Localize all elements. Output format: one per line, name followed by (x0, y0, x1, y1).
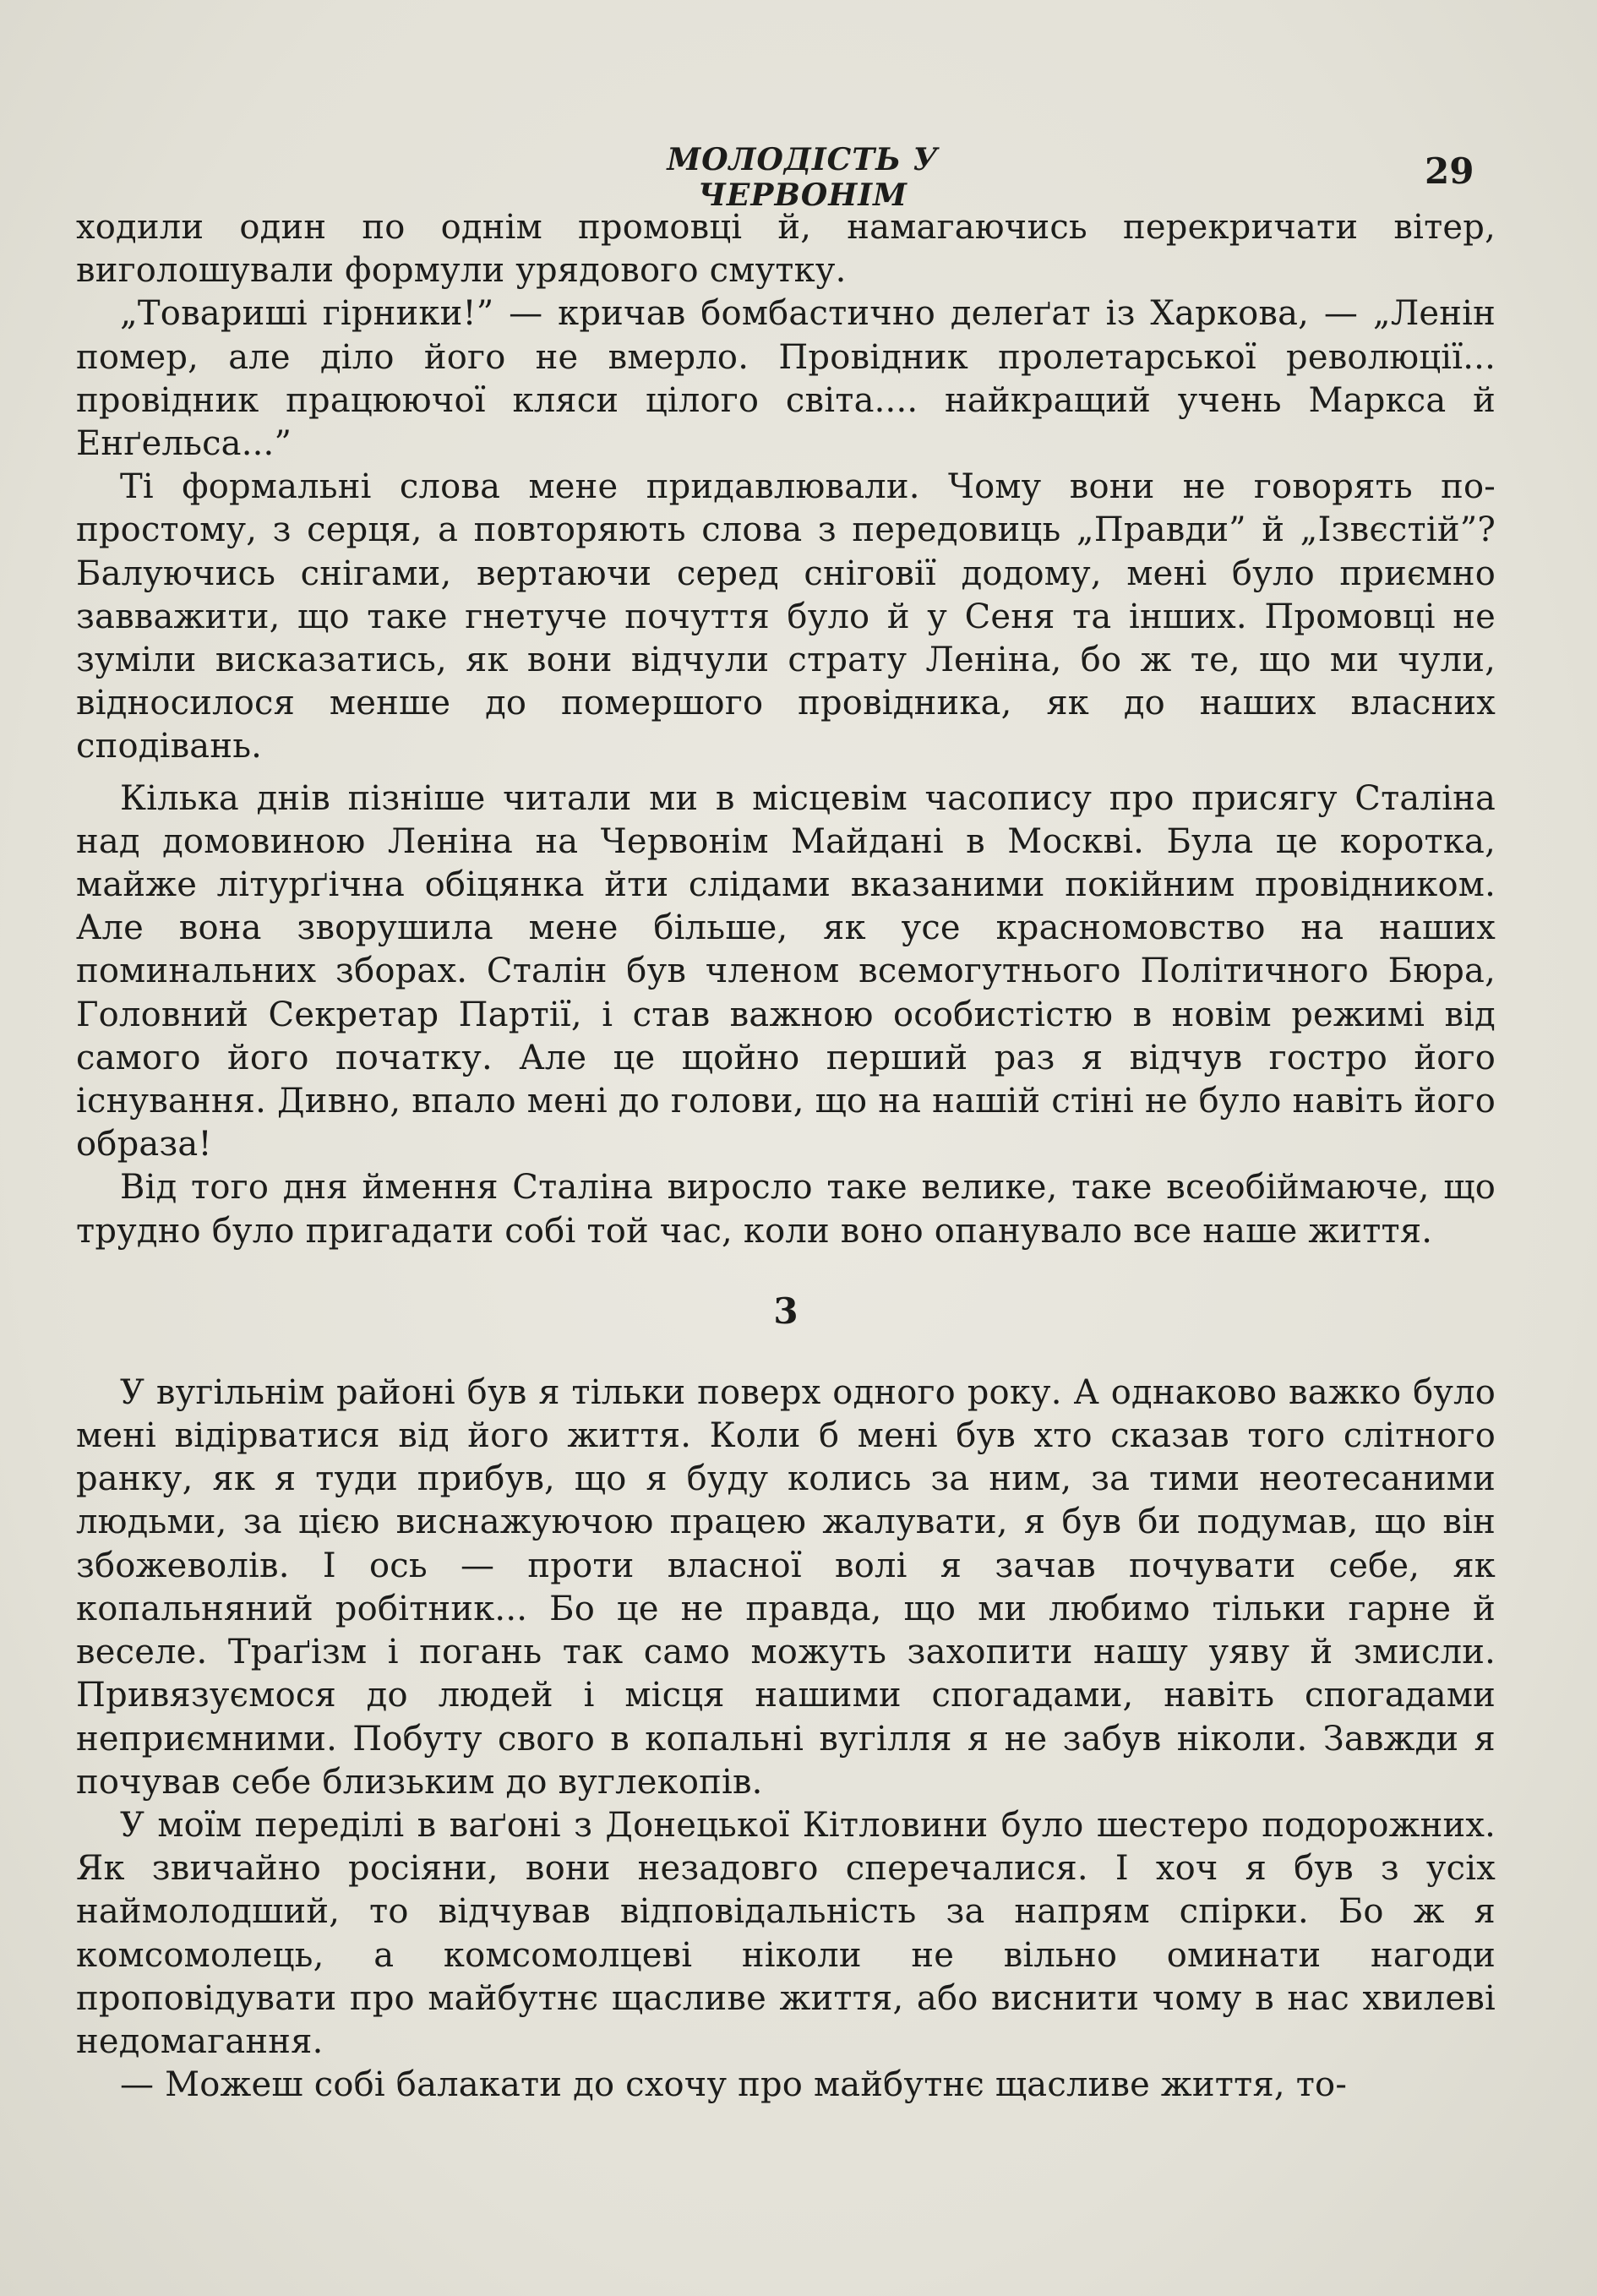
paragraph: У моїм переділі в ваґоні з Донецької Кітловини було шестеро подорожних. Як звичайно росіяни, вони незадовго сперечалися. І хоч я був з усіх наймолодший, то відчував відповідальність за напрям спірки. Бо ж я комсомолець, а комсомолцеві ніколи не вільно оминати нагоди проповідувати про майбутнє щасливе життя, або виснити чому в нас хвилеві недомагання. (76, 1805, 1496, 2061)
paragraph: Ті формальні слова мене придавлювали. Чому вони не говорять по-простому, з серця, а повторяють слова з передовиць „Правди” й „Ізвєстій”? Балуючись снігами, вертаючи серед сніговії додому, мені було приємно завважити, що таке гнетуче почуття було й у Сеня та інших. Промовці не зуміли висказатись, як вони відчули страту Леніна, бо ж те, що ми чули, відносилося менше до помершого провідника, як до наших власних сподівань. (76, 467, 1496, 766)
paragraph: У вугільнім районі був я тільки поверх одного року. А однаково важко було мені відірватися від його життя. Коли б мені був хто сказав того слітного ранку, як я туди прибув, що я буду колись за ним, за тими неотесаними людьми, за цією виснажуючою працею жалувати, я був би подумав, що він збожеволів. І ось — проти власної волі я зачав почувати себе, як копальняний робітник... Бо це не правда, що ми любимо тільки гарне й веселе. Траґізм і погань так само можуть захопити нашу уяву й змисли. Привязуємося до людей і місця нашими спогадами, навіть спогадами неприємними. Побуту свого в копальні вугілля я не забув ніколи. Завжди я почував себе близьким до вуглекопів. (76, 1372, 1496, 1802)
page-number: 29 (1425, 150, 1474, 192)
running-title: МОЛОДІСТЬ У ЧЕРВОНІМ (667, 142, 939, 213)
paragraph: Кілька днів пізніше читали ми в місцевім часопису про присягу Сталіна над домовиною Леніна на Червонім Майдані в Москві. Була це коротка, майже літурґічна обіцянка йти слідами вказаними покійним провідником. Але вона зворушила мене більше, як усе красномовство на наших поминальних зборах. Сталін був членом всемогутнього Політичного Бюра, Головний Секретар Партії, і став важною особистістю в новім режимі від самого його початку. Але це щойно перший раз я відчув гостро його існування. Дивно, впало мені до голови, що на нашій стіні не було навіть його образа! (76, 778, 1496, 1164)
section-number: 3 (773, 1290, 798, 1332)
paragraph-dialogue: — Можеш собі балакати до схочу про майбутнє щасливе життя, то- (120, 2065, 1348, 2105)
paragraph: Від того дня ймення Сталіна виросло таке велике, таке всеобіймаюче, що трудно було пригадати собі той час, коли воно опанувало все наше життя. (76, 1168, 1496, 1251)
paragraph: „Товариші гірники!” — кричав бомбастично делеґат із Харкова, — „Ленін помер, але діло його не вмерло. Провідник пролетарської революції... провідник працюючої кляси цілого світа.... найкращий учень Маркса й Енґельса...” (76, 294, 1496, 464)
body-text (76, 206, 1496, 2107)
paragraph-continued: ходили один по однім промовці й, намагаючись перекричати вітер, виголошували формули урядового смутку. (76, 208, 1496, 291)
